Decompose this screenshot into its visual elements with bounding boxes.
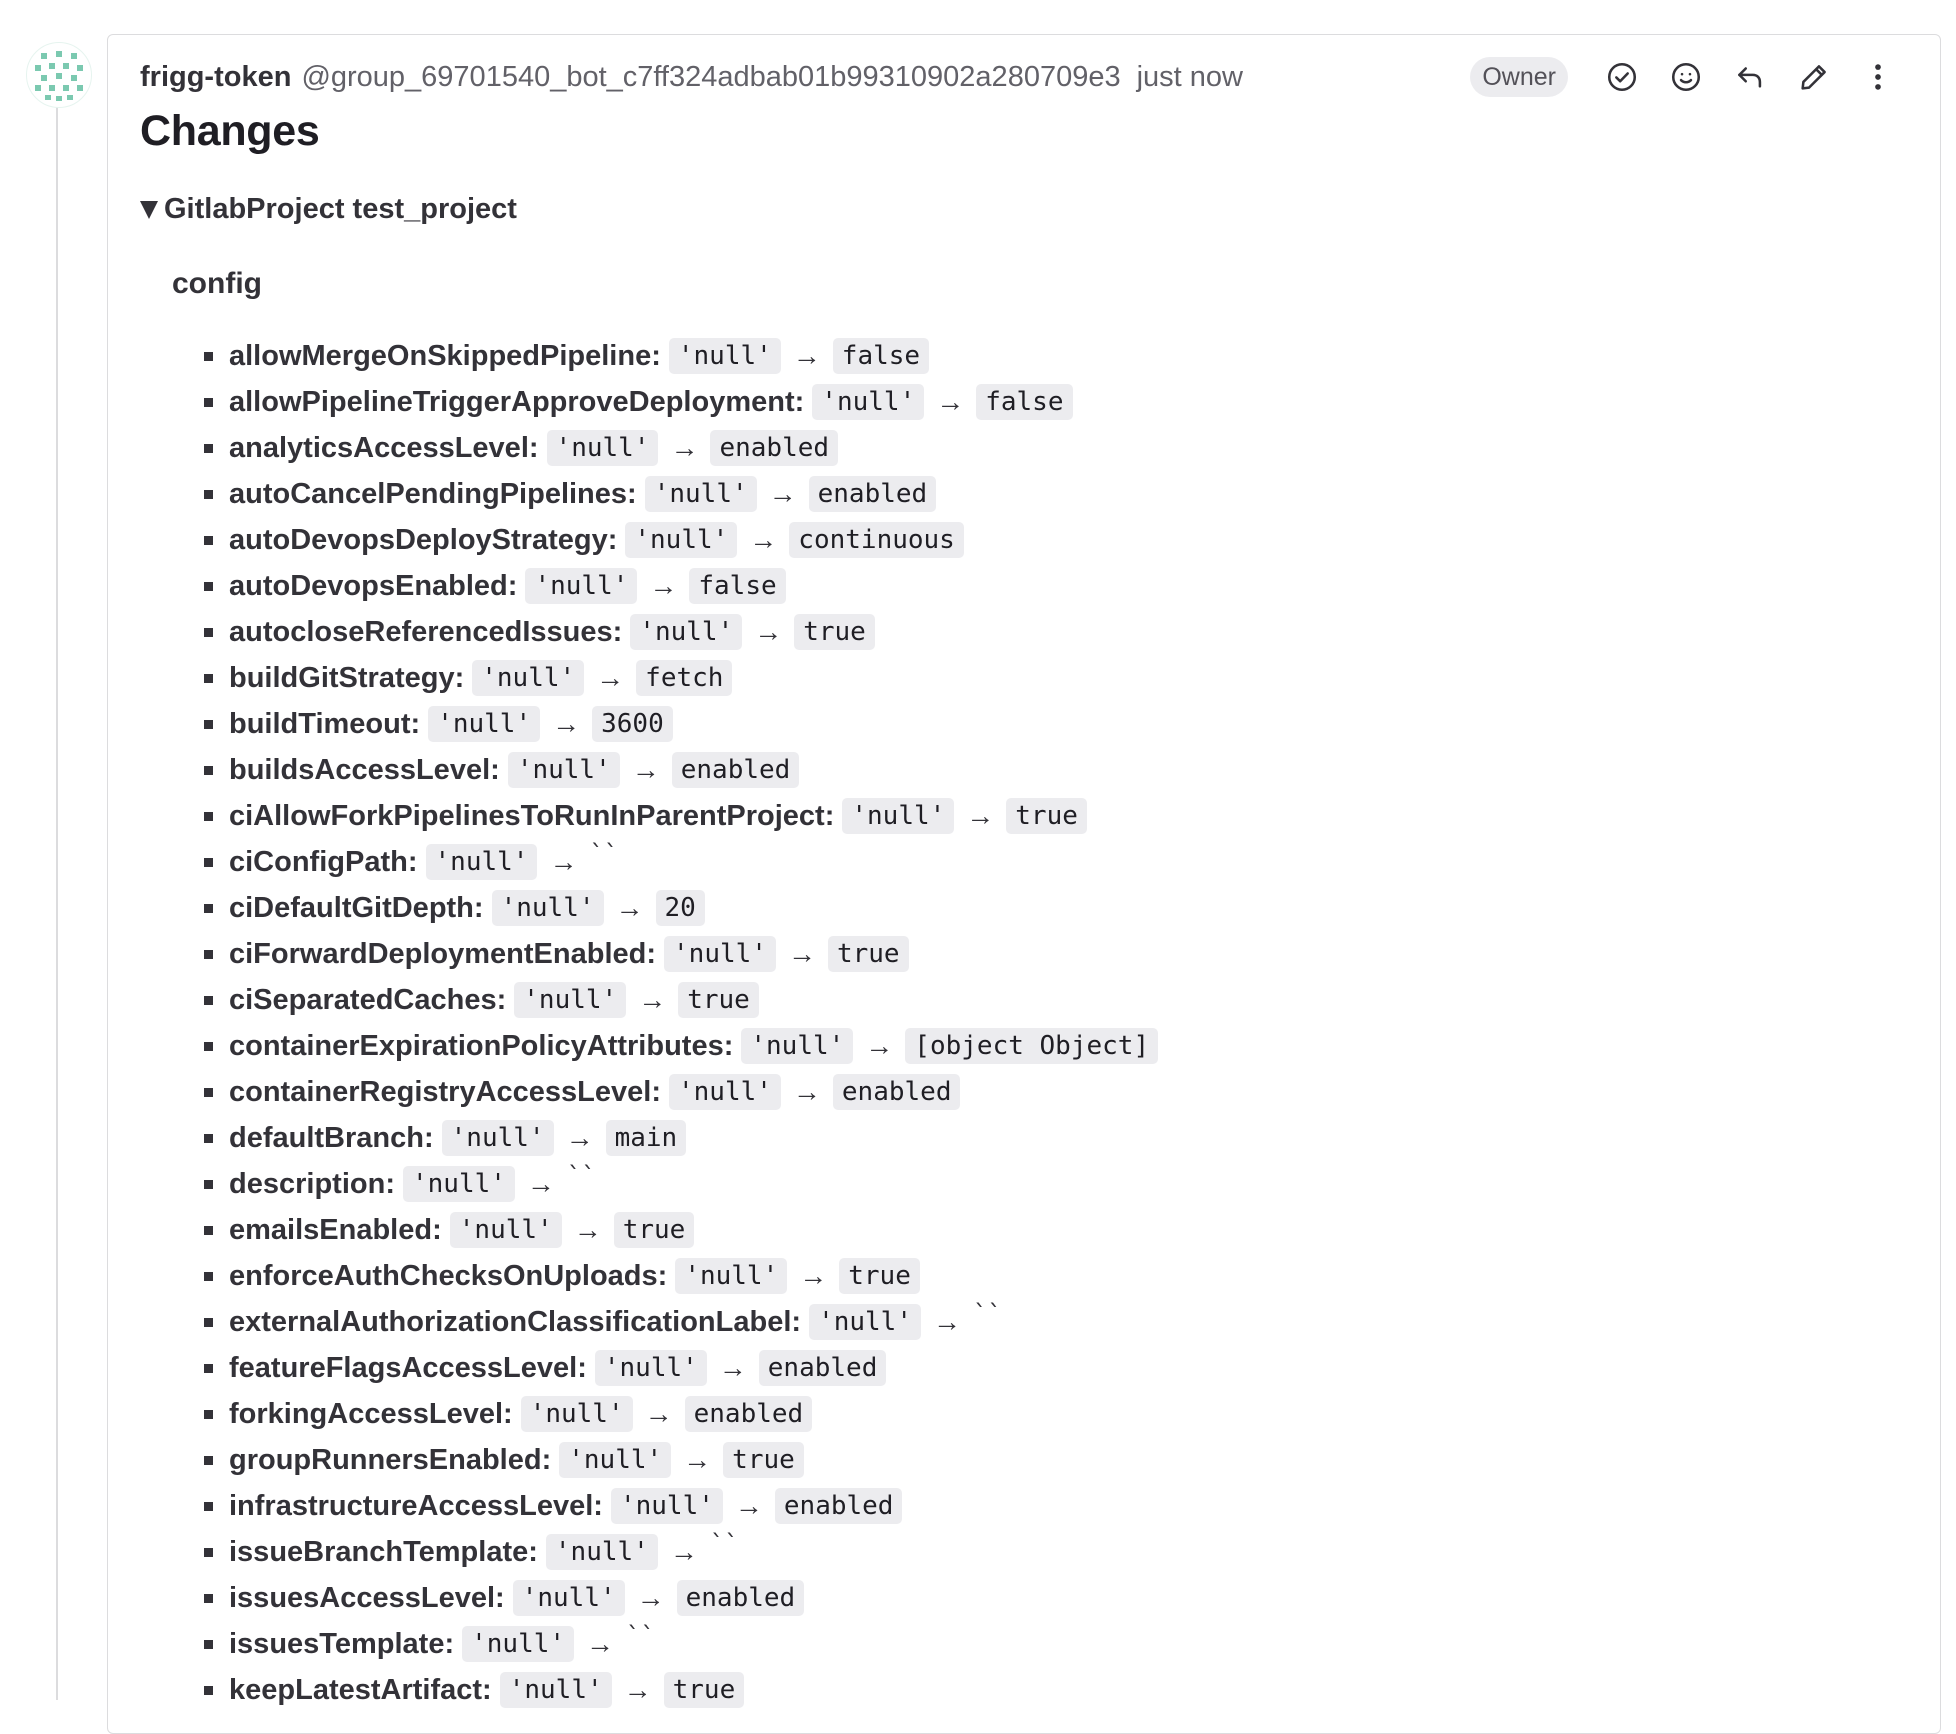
change-item xyxy=(204,1391,1158,1437)
arrow-right-icon: → xyxy=(670,432,699,463)
edit-button[interactable] xyxy=(1782,53,1846,101)
change-colon: : xyxy=(385,1167,395,1200)
arrow-right-icon: → xyxy=(631,754,660,785)
change-key: enforceAuthChecksOnUploads xyxy=(229,1259,658,1292)
change-key: externalAuthorizationClassificationLabel xyxy=(229,1305,792,1338)
change-key: forkingAccessLevel xyxy=(229,1397,504,1430)
change-key: ciAllowForkPipelinesToRunInParentProject xyxy=(229,799,825,832)
change-colon: : xyxy=(444,1627,455,1660)
change-list xyxy=(204,333,1158,1713)
old-value: 'null' xyxy=(645,476,757,512)
change-colon: : xyxy=(528,431,539,464)
change-item xyxy=(204,931,1158,977)
old-value: 'null' xyxy=(442,1120,554,1156)
bullet-icon xyxy=(204,536,213,545)
change-colon: : xyxy=(507,569,518,602)
new-value: true xyxy=(828,936,909,972)
resolve-button[interactable] xyxy=(1590,53,1654,101)
bullet-icon xyxy=(204,674,213,683)
old-value: 'null' xyxy=(741,1028,853,1064)
bullet-icon xyxy=(204,1364,213,1373)
old-value: 'null' xyxy=(472,660,584,696)
note-header xyxy=(140,57,1243,97)
old-value: 'null' xyxy=(492,890,604,926)
new-value: true xyxy=(723,1442,804,1478)
change-item xyxy=(204,1299,1158,1345)
change-item xyxy=(204,1069,1158,1115)
change-colon: : xyxy=(791,1305,802,1338)
change-colon: : xyxy=(651,1075,661,1108)
avatar[interactable] xyxy=(26,42,92,108)
change-colon: : xyxy=(541,1443,552,1476)
arrow-right-icon: → xyxy=(615,892,644,923)
old-value: 'null' xyxy=(842,798,954,834)
change-colon: : xyxy=(490,753,500,786)
new-value: true xyxy=(664,1672,745,1708)
triangle-down-icon xyxy=(140,201,158,219)
bullet-icon xyxy=(204,766,213,775)
arrow-right-icon: → xyxy=(936,386,965,417)
bullet-icon xyxy=(204,1548,213,1557)
change-item xyxy=(204,655,1158,701)
new-value: [object Object] xyxy=(905,1028,1158,1064)
old-value: 'null' xyxy=(630,614,742,650)
author-name[interactable]: frigg-token xyxy=(140,60,292,93)
change-key: issuesAccessLevel xyxy=(229,1581,496,1614)
change-item xyxy=(204,839,1158,885)
change-item xyxy=(204,379,1158,425)
reply-icon xyxy=(1733,60,1767,94)
resource-name: GitlabProject test_project xyxy=(164,193,517,225)
change-colon: : xyxy=(794,385,805,418)
change-item xyxy=(204,1437,1158,1483)
old-value: 'null' xyxy=(525,568,637,604)
new-value: continuous xyxy=(789,522,964,558)
arrow-right-icon: → xyxy=(749,524,778,555)
bullet-icon xyxy=(204,628,213,637)
note-card xyxy=(107,34,1941,1734)
bullet-icon xyxy=(204,352,213,361)
bullet-icon xyxy=(204,950,213,959)
new-value: `` xyxy=(566,1162,596,1190)
change-key: keepLatestArtifact xyxy=(229,1673,483,1706)
change-colon: : xyxy=(627,477,637,510)
timestamp[interactable]: just now xyxy=(1136,60,1243,93)
new-value: false xyxy=(689,568,785,604)
new-value: true xyxy=(1006,798,1087,834)
change-item xyxy=(204,1115,1158,1161)
change-key: autoCancelPendingPipelines xyxy=(229,477,628,510)
old-value: 'null' xyxy=(500,1672,612,1708)
bullet-icon xyxy=(204,1640,213,1649)
change-key: containerExpirationPolicyAttributes xyxy=(229,1029,724,1062)
old-value: 'null' xyxy=(675,1258,787,1294)
change-key: defaultBranch xyxy=(229,1121,424,1154)
change-colon: : xyxy=(577,1351,587,1384)
change-key: autoDevopsEnabled xyxy=(229,569,508,602)
old-value: 'null' xyxy=(669,1074,781,1110)
arrow-right-icon: → xyxy=(932,1306,961,1337)
arrow-right-icon: → xyxy=(768,478,797,509)
bullet-icon xyxy=(204,1226,213,1235)
change-key: allowPipelineTriggerApproveDeployment xyxy=(229,385,795,418)
change-key: featureFlagsAccessLevel xyxy=(229,1351,578,1384)
old-value: 'null' xyxy=(426,844,538,880)
old-value: 'null' xyxy=(559,1442,671,1478)
change-colon: : xyxy=(528,1535,538,1568)
new-value: enabled xyxy=(809,476,937,512)
change-colon: : xyxy=(495,1581,505,1614)
old-value: 'null' xyxy=(611,1488,723,1524)
arrow-right-icon: → xyxy=(799,1260,828,1291)
change-item xyxy=(204,1023,1158,1069)
kebab-icon xyxy=(1861,60,1895,94)
arrow-right-icon: → xyxy=(966,800,995,831)
change-key: issuesTemplate xyxy=(229,1627,445,1660)
arrow-right-icon: → xyxy=(649,570,678,601)
arrow-right-icon: → xyxy=(549,846,578,877)
bullet-icon xyxy=(204,812,213,821)
change-colon: : xyxy=(607,523,618,556)
timeline-line xyxy=(56,100,58,1700)
change-key: groupRunnersEnabled xyxy=(229,1443,542,1476)
bullet-icon xyxy=(204,1180,213,1189)
arrow-right-icon: → xyxy=(683,1444,712,1475)
change-colon: : xyxy=(423,1121,434,1154)
change-key: description xyxy=(229,1167,386,1200)
old-value: 'null' xyxy=(521,1396,633,1432)
change-key: containerRegistryAccessLevel xyxy=(229,1075,652,1108)
note-actions xyxy=(1470,53,1910,101)
arrow-right-icon: → xyxy=(565,1122,594,1153)
change-key: ciDefaultGitDepth xyxy=(229,891,474,924)
change-key: infrastructureAccessLevel xyxy=(229,1489,594,1522)
change-item xyxy=(204,747,1158,793)
change-item xyxy=(204,1161,1158,1207)
change-colon: : xyxy=(482,1673,492,1706)
arrow-right-icon: → xyxy=(552,708,581,739)
old-value: 'null' xyxy=(664,936,776,972)
bullet-icon xyxy=(204,720,213,729)
new-value: true xyxy=(614,1212,695,1248)
change-colon: : xyxy=(496,983,507,1016)
bullet-icon xyxy=(204,490,213,499)
new-value: `` xyxy=(626,1622,655,1650)
bullet-icon xyxy=(204,1134,213,1143)
bullet-icon xyxy=(204,1686,213,1695)
change-key: buildTimeout xyxy=(229,707,411,740)
section-heading: config xyxy=(172,267,262,300)
new-value: enabled xyxy=(775,1488,903,1524)
old-value: 'null' xyxy=(595,1350,707,1386)
change-item xyxy=(204,793,1158,839)
arrow-right-icon: → xyxy=(644,1398,673,1429)
change-key: buildGitStrategy xyxy=(229,661,455,694)
arrow-right-icon: → xyxy=(792,340,821,371)
old-value: 'null' xyxy=(546,1534,658,1570)
change-item xyxy=(204,425,1158,471)
old-value: 'null' xyxy=(403,1166,515,1202)
new-value: true xyxy=(794,614,875,650)
change-colon: : xyxy=(593,1489,603,1522)
note-title: Changes xyxy=(140,107,320,155)
change-colon: : xyxy=(432,1213,442,1246)
new-value: `` xyxy=(589,840,619,868)
bullet-icon xyxy=(204,398,213,407)
change-item xyxy=(204,1207,1158,1253)
change-colon: : xyxy=(473,891,484,924)
change-colon: : xyxy=(723,1029,734,1062)
bullet-icon xyxy=(204,582,213,591)
new-value: 20 xyxy=(656,890,705,926)
arrow-right-icon: → xyxy=(586,1628,615,1659)
arrow-right-icon: → xyxy=(526,1168,555,1199)
change-key: ciForwardDeploymentEnabled xyxy=(229,937,647,970)
add-reaction-button[interactable] xyxy=(1654,53,1718,101)
arrow-right-icon: → xyxy=(865,1030,894,1061)
bullet-icon xyxy=(204,858,213,867)
change-key: allowMergeOnSkippedPipeline xyxy=(229,339,652,372)
change-item xyxy=(204,977,1158,1023)
change-key: issueBranchTemplate xyxy=(229,1535,529,1568)
change-key: autocloseReferencedIssues xyxy=(229,615,613,648)
arrow-right-icon: → xyxy=(636,1582,665,1613)
bullet-icon xyxy=(204,1594,213,1603)
change-item xyxy=(204,609,1158,655)
bullet-icon xyxy=(204,1502,213,1511)
change-key: analyticsAccessLevel xyxy=(229,431,529,464)
change-item xyxy=(204,1253,1158,1299)
change-item xyxy=(204,1483,1158,1529)
old-value: 'null' xyxy=(450,1212,562,1248)
arrow-right-icon: → xyxy=(718,1352,747,1383)
change-item xyxy=(204,517,1158,563)
old-value: 'null' xyxy=(508,752,620,788)
new-value: `` xyxy=(709,1530,739,1558)
new-value: enabled xyxy=(685,1396,813,1432)
new-value: enabled xyxy=(672,752,800,788)
change-item xyxy=(204,1345,1158,1391)
change-key: ciConfigPath xyxy=(229,845,408,878)
bullet-icon xyxy=(204,1456,213,1465)
change-item xyxy=(204,1575,1158,1621)
change-item xyxy=(204,471,1158,517)
change-item xyxy=(204,333,1158,379)
bullet-icon xyxy=(204,904,213,913)
new-value: fetch xyxy=(636,660,732,696)
change-colon: : xyxy=(454,661,465,694)
bullet-icon xyxy=(204,1318,213,1327)
role-badge: Owner xyxy=(1470,57,1568,97)
bullet-icon xyxy=(204,444,213,453)
change-colon: : xyxy=(612,615,623,648)
change-colon: : xyxy=(646,937,657,970)
old-value: 'null' xyxy=(547,430,659,466)
new-value: `` xyxy=(972,1300,1002,1328)
arrow-right-icon: → xyxy=(573,1214,602,1245)
change-item xyxy=(204,701,1158,747)
arrow-right-icon: → xyxy=(638,984,667,1015)
new-value: true xyxy=(839,1258,920,1294)
new-value: main xyxy=(606,1120,687,1156)
arrow-right-icon: → xyxy=(596,662,625,693)
new-value: false xyxy=(833,338,929,374)
change-item xyxy=(204,1529,1158,1575)
old-value: 'null' xyxy=(428,706,540,742)
bullet-icon xyxy=(204,1410,213,1419)
change-item xyxy=(204,1667,1158,1713)
new-value: enabled xyxy=(833,1074,961,1110)
change-colon: : xyxy=(407,845,418,878)
bullet-icon xyxy=(204,996,213,1005)
check-circle-icon xyxy=(1605,60,1639,94)
old-value: 'null' xyxy=(669,338,781,374)
old-value: 'null' xyxy=(513,1580,625,1616)
old-value: 'null' xyxy=(462,1626,574,1662)
arrow-right-icon: → xyxy=(787,938,816,969)
author-username[interactable]: @group_69701540_bot_c7ff324adbab01b99310902a280709e3 xyxy=(301,60,1121,93)
change-colon: : xyxy=(503,1397,513,1430)
arrow-right-icon: → xyxy=(623,1674,652,1705)
change-key: emailsEnabled xyxy=(229,1213,433,1246)
new-value: 3600 xyxy=(592,706,673,742)
resource-toggle[interactable] xyxy=(140,193,517,226)
change-colon: : xyxy=(824,799,835,832)
change-item xyxy=(204,885,1158,931)
arrow-right-icon: → xyxy=(734,1490,763,1521)
bullet-icon xyxy=(204,1088,213,1097)
smiley-icon xyxy=(1669,60,1703,94)
pencil-icon xyxy=(1797,60,1831,94)
old-value: 'null' xyxy=(514,982,626,1018)
new-value: enabled xyxy=(677,1580,805,1616)
change-key: autoDevopsDeployStrategy xyxy=(229,523,608,556)
new-value: false xyxy=(976,384,1072,420)
old-value: 'null' xyxy=(812,384,924,420)
arrow-right-icon: → xyxy=(669,1536,698,1567)
change-item xyxy=(204,563,1158,609)
bullet-icon xyxy=(204,1272,213,1281)
change-item xyxy=(204,1621,1158,1667)
more-actions-button[interactable] xyxy=(1846,53,1910,101)
arrow-right-icon: → xyxy=(792,1076,821,1107)
new-value: enabled xyxy=(759,1350,887,1386)
change-colon: : xyxy=(657,1259,668,1292)
arrow-right-icon: → xyxy=(754,616,783,647)
change-key: ciSeparatedCaches xyxy=(229,983,497,1016)
old-value: 'null' xyxy=(809,1304,921,1340)
avatar-identicon xyxy=(27,43,91,107)
old-value: 'null' xyxy=(625,522,737,558)
change-key: buildsAccessLevel xyxy=(229,753,491,786)
bullet-icon xyxy=(204,1042,213,1051)
change-colon: : xyxy=(410,707,421,740)
new-value: enabled xyxy=(710,430,838,466)
change-colon: : xyxy=(651,339,661,372)
reply-button[interactable] xyxy=(1718,53,1782,101)
new-value: true xyxy=(678,982,759,1018)
